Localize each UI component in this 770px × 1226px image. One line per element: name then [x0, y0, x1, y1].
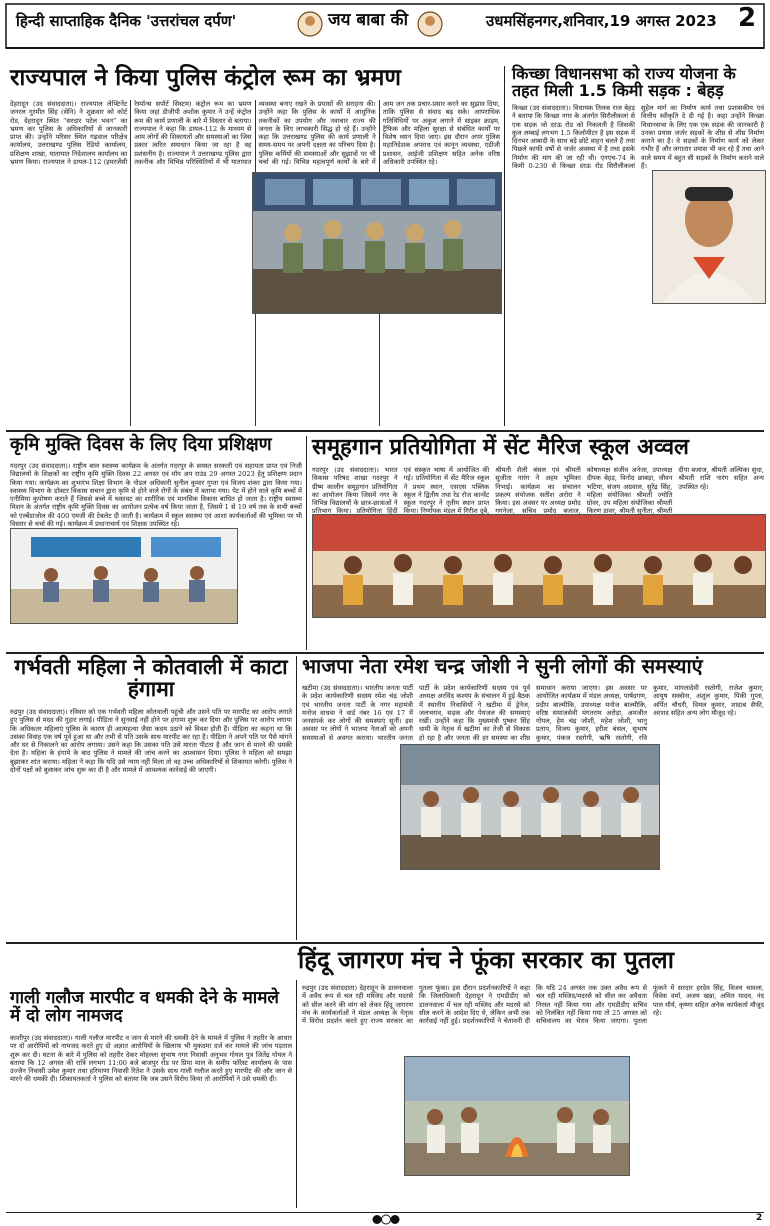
headline-kichha: किच्छा विधानसभा को राज्य योजना के तहत मिली 1.5 किमी सड़क : बेहड़	[512, 64, 736, 100]
headline-governor: राज्यपाल ने किया पुलिस कंट्रोल रूम का भ्रमण	[10, 65, 401, 91]
story-governor-body: देहरादून (उद संवाददाता)। राज्यपाल लेफ्टिनेंट जनरल गुरमीत सिंह (सेनि) ने शुक्रवार को कोर्ट रोड, देहरादून स्थित “सरदार पटेल भवन” का भ्रमण कर पुलिस के अधिकारियों से जानकारी प्राप्त की। उन्होंने परिसर स्थित गढ़वाल परिक्षेत्र कार्यालय, उत्तराखण्ड पुलिस रेडियो कार्यालय, प्रशिक्षण शाखा, यातायात निदेशालय कार्यालय का भ्रमण किया। राज्यपाल ने डायल-112 (इमरजेंसी रेस्पॉन्स सपोर्ट सिस्टम) कंट्रोल रूम का भ्रमण किया जहां डीजीपी अशोक कुमार ने उन्हें कंट्रोल रूम की कार्य प्रणाली के बारे में विस्तार से बताया। राज्यपाल ने कहा कि डायल-112 के माध्यम से आम लोगों की शिकायतों और समस्याओं का जिस प्रकार त्वरित समाधान किया जा रहा है वह प्रशंसनीय है। राज्यपाल ने उत्तराखण्ड पुलिस द्वारा तकनीक और विभिन्न परिस्थितियों में भी यातायात व्यवस्था बनाए रखने के प्रयासों की सराहना की। उन्होंने कहा कि पुलिस के कार्यों में आधुनिक तकनीकों का उपयोग और नवाचार राज्य की जनता के लिए लाभकारी सिद्ध हो रहे हैं। उन्होंने कहा कि उत्तराखण्ड पुलिस की कार्य प्रणाली ने समय-समय पर अपनी दक्षता का परिचय दिया है। पुलिस कर्मियों की समस्याओं और सुझावों पर भी चर्चा की गई। विभिन्न महत्वपूर्ण कार्यों के बारे में आम जन तक प्रचार-प्रसार करने का सुझाव दिया, ताकि पुलिस से संवाद बढ़ सके। आपराधिक गतिविधियों पर अंकुश लगाने में साइबर क्राइम, ट्रैफिक और महिला सुरक्षा से संबंधित कार्यों पर विशेष ध्यान दिया जाए। इस दौरान अपर पुलिस महानिदेशक अपराध एवं कानून व्यवस्था, एडीजी प्रशासन, आईजी प्रशिक्षण सहित अनेक वरिष्ठ अधिकारी उपस्थित रहे।	[10, 100, 500, 167]
story-gali-body: काशीपुर (उद संवाददाता)। गाली गलौज मारपीट व जान से मारने की धमकी देने के मामले में पुलिस ने तहरीर के आधार पर दो आरोपियों को नामजद करते हुए दो अज्ञात आरोपियों के खिलाफ भी मुकदमा दर्ज कर मामले की जांच पड़ताल शुरू कर दी। घटना के बारे में पुलिस को तहरीर देकर मोहल्ला सुभाष नगर निवासी अनुभव गोयल पुत्र जितेंद्र गोयल ने बताया कि 12 अगस्त की रात्रि लगभग 11:00 बजे बाजपुर रोड पर प्रिया माल के समीप फॉरेस्ट कार्यालय के पास उज्जैन निवासी उमेश कुमार तथा हरियाणा निवासी रितेश ने उसके साथ गाली गलौज करते हुए मारपीट की और जान से मारने की धमकी दी। शिकायतकर्ता ने पुलिस को बताया कि जब उसने विरोध किया तो आरोपियों ने उसे धमकी दी।	[10, 1034, 292, 1084]
registration-mark-icon	[372, 1214, 400, 1225]
headline-hindu-jagran: हिंदू जागरण मंच ने फूंका सरकार का पुतला	[298, 946, 674, 974]
column-rule	[306, 436, 307, 650]
section-divider	[6, 430, 764, 432]
photo-tilak-raj-behad	[652, 170, 766, 304]
column-rule	[296, 980, 297, 1208]
story-pregnant-body: रुद्रपुर (उद संवाददाता)। रविवार को एक गर्भवती महिला कोतवाली पहुंची और उसने पति पर मारपीट का आरोप लगाते हुए पुलिस से मदद की गुहार लगाई। पीड़िता ने सुनवाई नहीं होने पर हंगामा शुरू कर दिया और पुलिस पर आरोप लगाया कि अधिकतर महिलाएं पुलिस के कारण ही आत्महत्या जैसा कदम उठाने को विवश होती हैं। पीड़िता का कहना था कि उसका विवाह एक वर्ष पूर्व हुआ था और तभी से पति उसके साथ मारपीट कर रहा है। पीड़िता ने अपने पति पर पैसे मांगने और घर से निकालने का आरोप लगाया। उसने कहा कि उसका पति उसे मारता पीटता है और जान से मारने की धमकी देता है। महिला के हंगामे के बाद पुलिस ने मामले की जांच करने का आश्वासन दिया। पुलिस ने महिला को समझा बुझाकर शांत कराया। महिला ने कहा कि यदि उसे न्याय नहीं मिला तो वह उच्च अधिकारियों से शिकायत करेगी। पुलिस ने दोनों पक्षों को बुलाकर जांच शुरू कर दी है और मामले में आवश्यक कार्रवाई की जाएगी।	[10, 708, 292, 775]
page-number: 2	[738, 3, 757, 33]
masthead-graphic	[0, 0, 770, 60]
headline-pregnant-woman: गर्भवती महिला ने कोतवाली में काटा हंगामा	[14, 655, 288, 702]
headline-deworm: कृमि मुक्ति दिवस के लिए दिया प्रशिक्षण	[10, 434, 272, 455]
column-rule	[296, 656, 297, 940]
masthead	[0, 0, 770, 60]
story-kichha-body: किच्छा (उद संवाददाता)। विधायक तिलक राज बेहड़ ने बताया कि किच्छा नगर के अंतर्गत सिरौलीकलां से एक सड़क जो दरऊ रोड को निकलती है जिसकी कुल लम्बाई लगभग 1.5 किलोमीटर है इस सड़क में दिनभर आबादी के साथ बड़े छोटे वाहन चलते हैं तथा पिछले काफी वर्षों से जर्जर अवस्था में है तथा इसके निर्माण की मांग की जा रही थी। एनएच-74 के किमी 0-230 से किच्छा दरऊ रोड सिरौलीकलां सुहेल मार्ग का निर्माण कार्य तथा प्रशासकीय एवं वित्तीय स्वीकृति दे दी गई है। कहा उन्होंने किच्छा विधानसभा के लिए एक एक सड़क की जानकारी है उनका प्रयास जर्जर सड़कों के शीघ्र से शीघ्र निर्माण कराने का है। वे सड़कों के निर्माण कार्य को लेकर गंभीर हैं और लगातार प्रयास भी कर रहे हैं तथा आने वाले समय में बहुत सी सड़कों के निर्माण कराने वाले हैं।	[512, 104, 764, 171]
story-hindu-jagran-body: रुद्रपुर (उद संवाददाता) देहरादून के डालनवाला में अवैध रूप से चल रही मस्जिद और मदरसे को सील करने की मांग को लेकर हिंदू जागरण मंच के कार्यकर्ताओं ने मंडल अध्यक्ष के नेतृत्व में विरोध प्रदर्शन करते हुए राज्य सरकार का पुतला फूंका। इस दौरान प्रदर्शनकारियों ने कहा कि जिलाधिकारी देहरादून ने एमडीडीए को डालनवाला में चल रही मस्जिद और मदरसे को सील करने के आदेश दिए थे, लेकिन अभी तक कार्रवाई नहीं हुई। प्रदर्शनकारियों ने चेतावनी दी कि यदि 24 अगस्त तक उक्त अवैध रूप से चल रही मस्जिद/मदरसे को सील कर अवैधता निरस्त नहीं किया गया और एमडीडीए सचिव को निलंबित नहीं किया गया तो 25 अगस्त को सचिवालय का घेराव किया जाएगा। पुतला फूंकने में सरदार हरदेव सिंह, विजय चावला, विवेक वर्मा, अजय खन्ना, अमित यादव, नंद पाल मौर्य, कृष्णा सहित अनेक कार्यकर्ता मौजूद रहे।	[302, 984, 764, 1026]
date-line: उधमसिंहनगर,शनिवार,19 अगस्त 2023	[486, 12, 717, 30]
headline-gali-galoj: गाली गलौज मारपीट व धमकी देने के मामले में दो लोग नामजद	[10, 988, 279, 1026]
headline-joshi: भाजपा नेता रमेश चन्द्र जोशी ने सुनी लोगों की समस्याएं	[302, 654, 703, 678]
photo-effigy-burning	[404, 1056, 630, 1176]
photo-governor-control-room	[252, 172, 502, 314]
footer-rule	[6, 1212, 764, 1213]
jay-baba-title: जय बाबा की	[328, 10, 408, 30]
story-samuhgaan-body: गदरपुर (उद संवाददाता)। भारत विकास परिषद शाखा गदरपुर ने ग्रीष्म कालीन समूहगान प्रतियोगिता का आयोजन किया जिसमें नगर के विभिन्न विद्यालयों के छात्र-छात्राओं ने प्रतिभाग किया। प्रतियोगिता हिंदी एवं संस्कृत भाषा में आयोजित की गई। प्रतियोगिता में सेंट मैरिज स्कूल ने प्रथम स्थान, एसएस पब्लिक स्कूल ने द्वितीय तथा रेड रोज कान्वेंट स्कूल गदरपुर ने तृतीय स्थान प्राप्त किया। निर्णायक मंडल में गिरीश दुबे, श्रीमती शैली बंसल एवं श्रीमती सुजीता नारंग ने अहम भूमिका निभाई। कार्यक्रम का संचालन प्रकल्प संयोजक सतीश अरोरा ने किया। इस अवसर पर अध्यक्ष प्रमोद गगनेजा, सचिव प्रमोद बजाज, कोषाध्यक्ष संजीव अनेजा, उपाध्यक्ष दीपक बेहड़, विनोद छाबड़ा, जीवन भटिया, संजय अग्रवाल, सुरेंद्र सिंह, महिला संयोजिका श्रीमती ज्योति ग्रोवर, उप महिला संयोजिका श्रीमती किरण डावर, श्रीमती सुनीता, श्रीमती दीपा बजाज, श्रीमती अल्पिका सुधा, श्रीमती राशि नारंग सहित अन्य उपस्थित रहे।	[312, 466, 764, 516]
photo-samuhgaan-winners	[312, 514, 766, 618]
headline-samuhgaan: समूहगान प्रतियोगिता में सेंट मैरिज स्कूल अव्वल	[312, 435, 689, 460]
story-joshi-body: खटीमा (उद संवाददाता)। भारतीय जनता पार्टी के प्रदेश कार्यकारिणी सदस्य रमेश चंद्र जोशी एवं भारतीय जनता पार्टी के नगर महामंत्री मनोज वाधवा ने वार्ड नंबर 16 एवं 17 में जनसंपर्क कर लोगों की समस्याएं सुनीं। इस अवसर पर लोगों ने भाजपा नेताओं को अपनी समस्याओं से अवगत कराया। भारतीय जनता पार्टी के प्रदेश कार्यकारिणी सदस्य एवं पूर्व अध्यक्ष अरविंद कश्यप के संचालन में हुई बैठक में स्थानीय निवासियों ने खटीमा में ड्रेनेज, जलभराव, सड़क और पेयजल की समस्याएं रखीं। उन्होंने कहा कि मुख्यमंत्री पुष्कर सिंह धामी के नेतृत्व में खटीमा का तेजी से विकास हो रहा है और जनता की हर समस्या का शीघ्र समाधान कराया जाएगा। इस अवसर पर आयोजित कार्यक्रम में मंडल अध्यक्ष, पार्षदगण, प्रदीप बाल्मीकि, उपाध्यक्ष मनोज बाल्मीकि, वरिष्ठ समाजसेवी मंगतराम अरोड़ा, अमजीत गोयल, हेम चंद्र जोशी, महेश जोशी, भानु प्रताप, विजय कुमार, हरीश बंसल, सुभाष कुमार, पंकज रस्तोगी, ऋषि रस्तोगी, रवि कुमार, मांगलादेवी रस्तोगी, राजेश कुमार, आयुष सक्सेना, अंशुल कुमार, पिंकी गुप्ता, अर्पित चौधरी, विमल कुमार, शादाब सैफी, अरशद सहित अन्य लोग मौजूद रहे।	[302, 684, 764, 742]
section-divider	[6, 942, 764, 944]
photo-joshi-meeting	[400, 744, 660, 870]
column-rule	[504, 66, 505, 426]
story-deworm-body: गदरपुर (उद संवाददाता)। राष्ट्रीय बाल स्वास्थ्य कार्यक्रम के अंतर्गत गदरपुर के समस्त सरकारी एवं सहायता प्राप्त एवं निजी विद्यालयों के शिक्षकों का राष्ट्रीय कृमि मुक्ति दिवस 22 अगस्त एवं मॉप अप राउंड 29 अगस्त 2023 हेतु प्रशिक्षण प्रदान किया गया। कार्यक्रम का शुभारंभ शिक्षा विभाग के नोडल अधिकारी सुनील कुमार गुप्ता एवं विजय शंकर द्वारा किया गया। स्वास्थ्य विभाग के डॉक्टर विकास सचान द्वारा कृमि से होने वाले रोगों के संबंध में बताया गया। पेट में होने वाले कृमि बच्चों में एनीमिया कुपोषण कराते हैं जिससे बच्चे में थकावट का शारीरिक एवं मानसिक विकास बाधित हो जाता है। राष्ट्रीय स्वास्थ्य मिशन के अंतर्गत राष्ट्रीय कृमि मुक्ति दिवस का आयोजन प्रत्येक वर्ष किया जाता है, जिसमें 1 से 19 वर्ष तक के सभी बच्चों को एल्बेंडाजोल की 400 एमजी की टेबलेट दी जाती है। कार्यक्रम में स्कूल स्वास्थ्य एवं आशा कार्यकर्ताओं की भूमिका पर भी विस्तार से चर्चा की गई। कार्यक्रम में प्रधानाचार्य एवं शिक्षक उपस्थित रहे।	[10, 462, 302, 529]
paper-name: हिन्दी साप्ताहिक दैनिक 'उत्तरांचल दर्पण'	[16, 12, 237, 30]
photo-deworm-training	[10, 528, 238, 624]
footer-page-mark: 2	[756, 1213, 763, 1223]
